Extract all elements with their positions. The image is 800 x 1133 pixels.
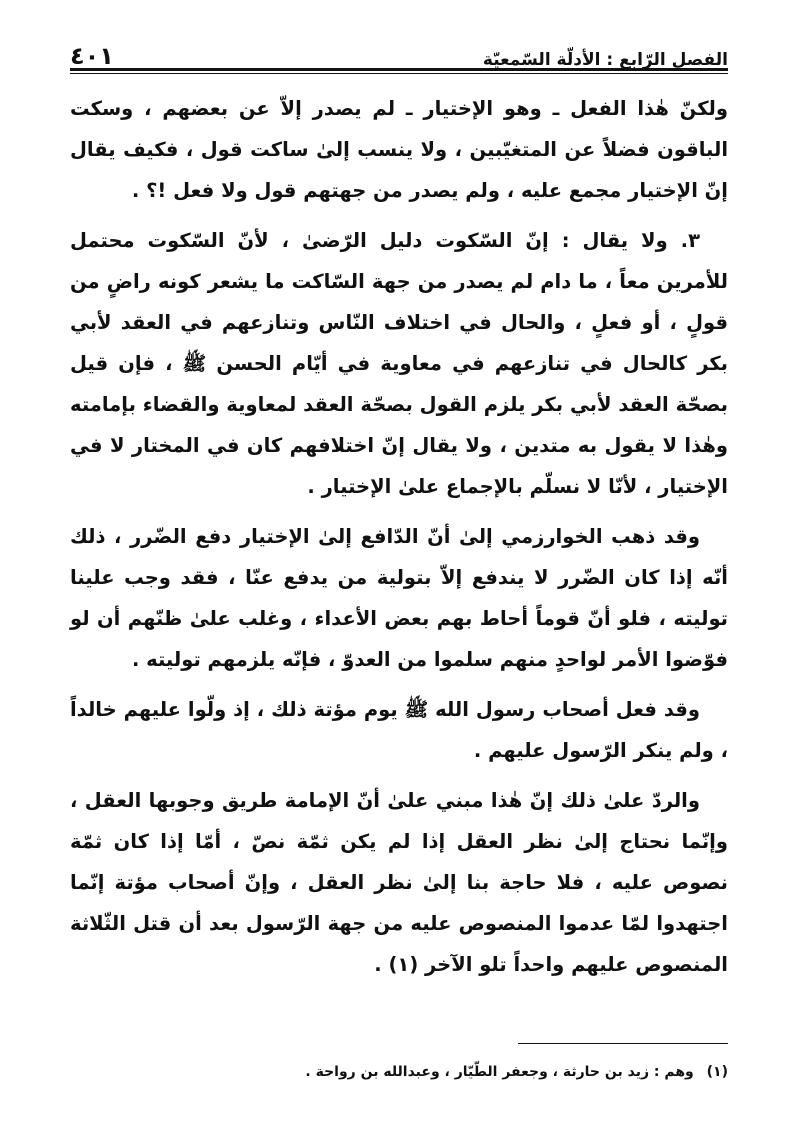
chapter-title: الفصل الرّابع : الأدلّة السّمعيّة [482, 50, 728, 70]
paragraph: والردّ علىٰ ذلك إنّ هٰذا مبني علىٰ أنّ الإمامة طريق وجوبها العقل ، وإنّما نحتاج إلىٰ نظر العقل إذا لم يكن ثمّة نصّ ، أمّا إذا كان ثمّة نصوص عليه ، فلا حاجة بنا إلىٰ نظر العقل ، وإنّ أصحاب مؤتة إنّما اجتهدوا لمّا عدموا المنصوص عليه من جهة الرّسول بعد أن قتل الثّلاثة المنصوص عليهم واحداً تلو الآخر (١) . [70, 789, 728, 976]
paragraph: ٣. ولا يقال : إنّ السّكوت دليل الرّضىٰ ، لأنّ السّكوت محتمل للأمرين معاً ، ما دام لم يصدر من جهة السّاكت ما يشعر كونه راضٍ من قولٍ ، أو فعلٍ ، والحال في اختلاف النّاس وتنازعهم في العقد لأبي بكر كالحال في تنازعهم في معاوية في أيّام الحسن ﷺ ، فإن قيل بصحّة العقد لأبي بكر يلزم القول بصحّة العقد لمعاوية والقضاء بإمامته وهٰذا لا يقول به متدين ، ولا يقال إنّ اختلافهم كان في المختار لا في الإختيار ، لأنّا لا نسلّم بالإجماع علىٰ الإختيار . [70, 229, 728, 498]
footnote [70, 1060, 728, 1084]
page-header [70, 30, 728, 70]
footnote-rule [518, 1043, 728, 1044]
paragraph: ولكنّ هٰذا الفعل ـ وهو الإختيار ـ لم يصدر إلاّ عن بعضهم ، وسكت الباقون فضلاً عن المتغيّبين ، ولا ينسب إلىٰ ساكت قول ، فكيف يقال إنّ الإختيار مجمع عليه ، ولم يصدر من جهتهم قول ولا فعل !؟ . [70, 97, 728, 202]
paragraph: وقد فعل أصحاب رسول الله ﷺ يوم مؤتة ذلك ، إذ ولّوا عليهم خالداً ، ولم ينكر الرّسول عليهم . [70, 698, 728, 762]
body-text [70, 88, 728, 994]
header-rule-thin [70, 73, 728, 74]
page-number: ٤٠١ [70, 42, 114, 70]
footnote-number: (١) [706, 1064, 728, 1080]
header-rule [70, 68, 728, 71]
footnote-text: وهم : زيد بن حارثة ، وجعفر الطّيّار ، وعبدالله بن رواحة . [305, 1064, 694, 1080]
paragraph: وقد ذهب الخوارزمي إلىٰ أنّ الدّافع إلىٰ الإختيار دفع الضّرر ، ذلك أنّه إذا كان الضّرر لا يندفع إلاّ بتولية من يدفع عنّا ، فقد وجب علينا توليته ، فلو أنّ قوماً أحاط بهم بعض الأعداء ، وغلب علىٰ ظنّهم أن لو فوّضوا الأمر لواحدٍ منهم سلموا من العدوّ ، فإنّه يلزمهم توليته . [70, 525, 728, 671]
